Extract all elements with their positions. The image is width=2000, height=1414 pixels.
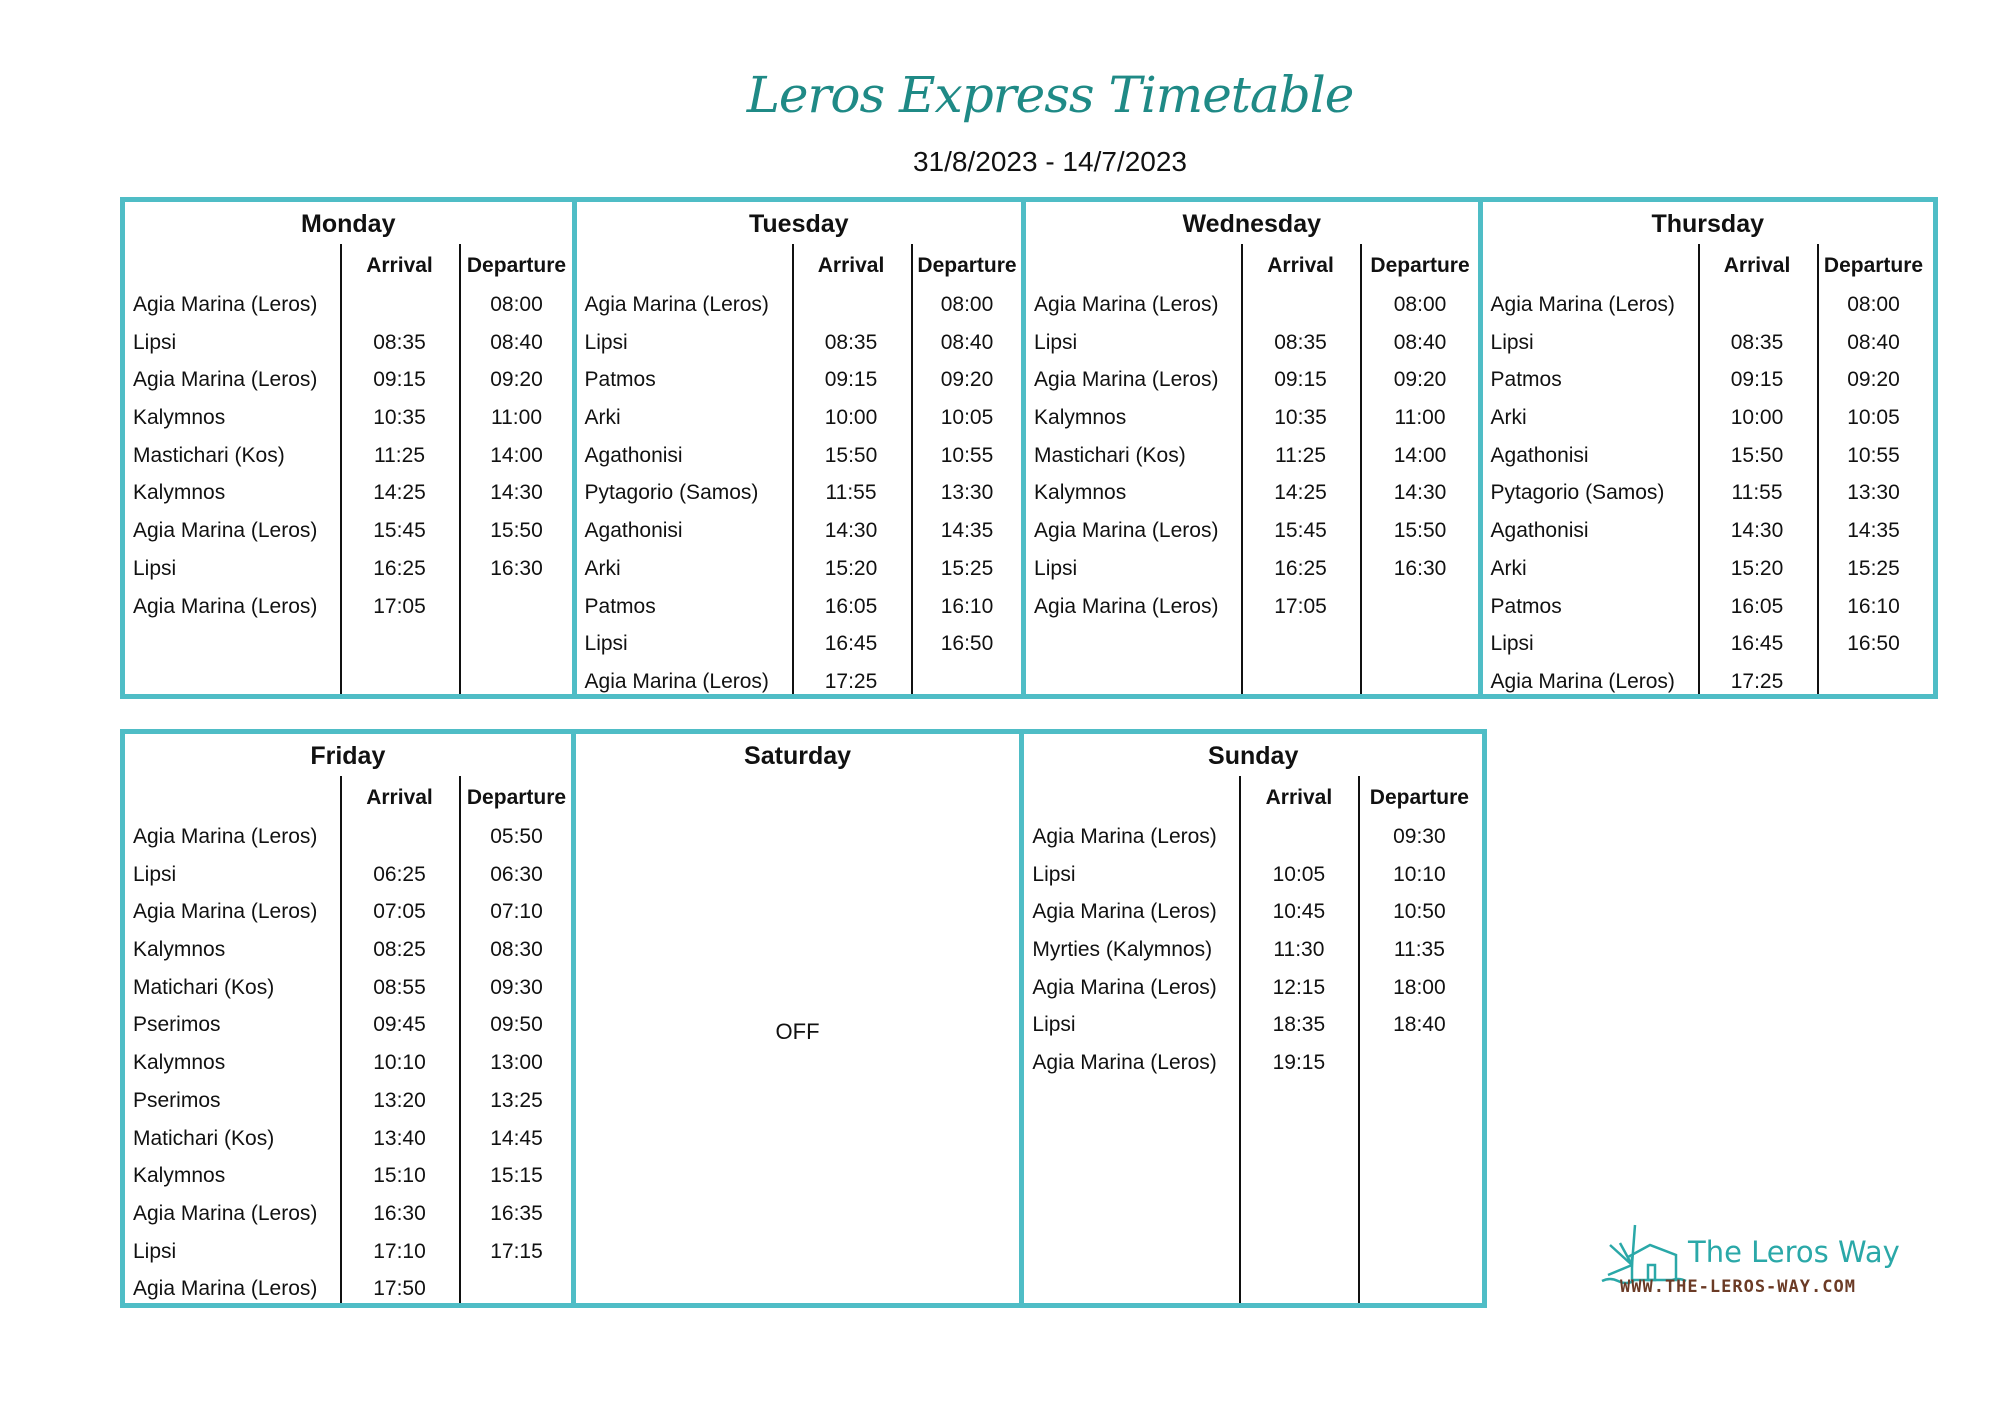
arrival-time: 08:35 — [1274, 330, 1327, 354]
stop-name: Agia Marina (Leros) — [1032, 975, 1217, 999]
stop-name: Agia Marina (Leros) — [584, 293, 769, 316]
stop-row — [125, 819, 571, 857]
arrival-time: 16:05 — [1730, 594, 1784, 618]
logo-url: WWW.THE-LEROS-WAY.COM — [1620, 1277, 1856, 1297]
logo-name: The Leros Way — [1688, 1235, 1900, 1269]
arrival-time: 10:10 — [373, 1051, 426, 1075]
arrival-time: 19:15 — [1272, 1051, 1326, 1075]
arrival-time: 08:35 — [373, 330, 426, 354]
arrival-time: 09:15 — [1730, 368, 1784, 392]
departure-time: 16:30 — [490, 556, 543, 580]
departure-time: 11:00 — [1394, 406, 1446, 430]
departure-time: 13:00 — [490, 1051, 543, 1075]
departure-time: 14:00 — [1393, 443, 1447, 467]
stop-row — [1026, 287, 1477, 325]
departure-time: 11:35 — [1393, 938, 1445, 962]
stop-row — [125, 287, 572, 325]
stop-name: Kalymnos — [1034, 406, 1127, 430]
stop-name: Agathonisi — [584, 443, 683, 467]
arrival-time: 09:15 — [824, 368, 878, 392]
arrival-time: 08:55 — [373, 975, 426, 999]
stop-name: Mastichari (Kos) — [1034, 443, 1186, 467]
departure-time: 14:00 — [490, 443, 543, 467]
arrival-time: 10:00 — [824, 406, 878, 430]
arrival-time: 10:05 — [1272, 862, 1326, 886]
departure-time: 16:50 — [940, 632, 994, 656]
stop-name: Agia Marina (Leros) — [133, 519, 318, 543]
arrival-time: 18:35 — [1272, 1013, 1326, 1037]
stop-row — [1483, 513, 1933, 551]
stop-name: Matichari (Kos) — [133, 975, 275, 999]
departure-time: 18:40 — [1393, 1013, 1446, 1037]
departure-header: Departure — [466, 786, 567, 809]
departure-time: 07:10 — [490, 900, 543, 924]
arrival-time: 13:40 — [373, 1126, 426, 1150]
arrival-time: 15:50 — [1730, 443, 1784, 467]
departure-time: 10:10 — [1393, 862, 1446, 886]
stop-row — [1024, 819, 1482, 857]
arrival-time: 09:15 — [373, 368, 426, 392]
stop-name: Lipsi — [133, 862, 177, 886]
arrival-time: 11:25 — [374, 443, 425, 467]
departure-time: 08:40 — [490, 330, 543, 354]
stop-row — [1483, 325, 1933, 363]
stop-row — [125, 1158, 571, 1196]
stop-row — [125, 362, 572, 400]
arrival-time: 15:10 — [373, 1164, 426, 1188]
departure-time: 16:35 — [490, 1201, 543, 1225]
arrival-time: 15:20 — [1730, 556, 1784, 580]
arrival-time: 11:55 — [825, 481, 877, 505]
arrival-time: 08:35 — [1730, 330, 1784, 354]
stop-name: Pytagorio (Samos) — [584, 481, 759, 505]
stop-row — [125, 551, 572, 589]
stop-name: Lipsi — [1034, 556, 1078, 580]
day-title: Sunday — [1208, 742, 1299, 770]
arrival-time: 14:30 — [1730, 519, 1784, 543]
arrival-time: 15:50 — [824, 443, 878, 467]
stop-row — [1483, 626, 1933, 664]
arrival-time: 06:25 — [373, 862, 426, 886]
stop-name: Kalymnos — [133, 938, 226, 962]
stop-name: Agia Marina (Leros) — [133, 900, 318, 924]
arrival-time: 10:35 — [373, 406, 426, 430]
departure-time: 15:25 — [1847, 556, 1900, 580]
departure-time: 17:15 — [490, 1239, 543, 1263]
departure-time: 13:30 — [940, 481, 994, 505]
arrival-time: 15:45 — [373, 519, 426, 543]
stop-name: Matichari (Kos) — [133, 1126, 275, 1150]
stop-name: Agia Marina (Leros) — [1032, 900, 1217, 924]
departure-time: 09:30 — [1393, 825, 1446, 848]
off-label: OFF — [775, 1018, 820, 1044]
timetable-weekdays — [120, 197, 1938, 699]
departure-time: 08:40 — [1393, 330, 1447, 354]
arrival-time: 14:30 — [824, 519, 878, 543]
departure-time: 15:15 — [490, 1164, 543, 1188]
departure-time: 14:35 — [1847, 519, 1900, 543]
stop-row — [577, 400, 1022, 438]
stop-name: Pserimos — [133, 1088, 221, 1112]
stop-row — [1024, 1007, 1482, 1045]
arrival-header: Arrival — [1723, 254, 1791, 277]
stop-row — [125, 325, 572, 363]
stop-row — [125, 857, 571, 895]
stop-name: Agia Marina (Leros) — [1034, 368, 1219, 392]
arrival-time: 17:05 — [373, 594, 426, 618]
stop-name: Agia Marina (Leros) — [1032, 825, 1217, 848]
stop-row — [125, 1271, 571, 1309]
stop-row — [1026, 325, 1477, 363]
stop-name: Lipsi — [1490, 632, 1534, 656]
day-title: Monday — [301, 210, 396, 238]
stop-row — [125, 400, 572, 438]
arrival-time: 16:45 — [824, 632, 878, 656]
stop-row — [577, 626, 1022, 664]
arrival-time: 12:15 — [1272, 975, 1326, 999]
arrival-time: 11:55 — [1731, 481, 1783, 505]
departure-time: 09:20 — [490, 368, 543, 392]
departure-time: 09:20 — [1847, 368, 1900, 392]
arrival-time: 16:25 — [373, 556, 426, 580]
departure-header: Departure — [917, 254, 1017, 277]
arrival-time: 13:20 — [373, 1088, 426, 1112]
arrival-time: 16:05 — [824, 594, 878, 618]
stop-list — [125, 819, 571, 1309]
departure-time: 13:25 — [490, 1088, 543, 1112]
arrival-time: 16:45 — [1730, 632, 1784, 656]
departure-time: 13:30 — [1847, 481, 1900, 505]
departure-time: 16:10 — [940, 594, 994, 618]
day-sunday — [1024, 734, 1482, 1303]
stop-row — [125, 438, 572, 476]
departure-time: 14:45 — [490, 1126, 543, 1150]
stop-row — [1026, 400, 1477, 438]
departure-time: 10:05 — [1847, 406, 1900, 430]
stop-row — [1026, 362, 1477, 400]
stop-row — [1483, 475, 1933, 513]
stop-list — [1026, 287, 1477, 626]
stop-name: Lipsi — [584, 330, 628, 354]
stop-name: Patmos — [584, 368, 656, 392]
stop-row — [125, 589, 572, 627]
departure-time: 11:00 — [491, 406, 542, 430]
stop-row — [577, 325, 1022, 363]
stop-row — [125, 513, 572, 551]
stop-row — [1024, 894, 1482, 932]
arrival-time: 17:10 — [373, 1239, 426, 1263]
stop-row — [1024, 970, 1482, 1008]
departure-time: 06:30 — [490, 862, 543, 886]
stop-list — [125, 287, 572, 626]
stop-row — [1026, 513, 1477, 551]
arrival-time: 14:25 — [1274, 481, 1327, 505]
date-range: 31/8/2023 - 14/7/2023 — [912, 146, 1187, 177]
stop-name: Agia Marina (Leros) — [133, 825, 318, 848]
stop-name: Agia Marina (Leros) — [584, 669, 769, 693]
departure-time: 05:50 — [490, 825, 543, 848]
departure-header: Departure — [1370, 254, 1470, 277]
arrival-time: 09:45 — [373, 1013, 426, 1037]
departure-time: 10:05 — [940, 406, 994, 430]
departure-header: Departure — [466, 254, 567, 277]
departure-header: Departure — [1369, 786, 1469, 809]
arrival-time: 10:00 — [1730, 406, 1784, 430]
departure-time: 08:40 — [940, 330, 994, 354]
stop-row — [125, 1007, 571, 1045]
stop-row — [125, 1045, 571, 1083]
arrival-time: 10:35 — [1274, 406, 1327, 430]
arrival-header: Arrival — [1265, 786, 1333, 809]
departure-time: 08:00 — [940, 293, 994, 316]
departure-time: 08:00 — [1847, 293, 1900, 316]
arrival-time: 07:05 — [373, 900, 426, 924]
stop-row — [125, 894, 571, 932]
stop-name: Agia Marina (Leros) — [1490, 669, 1675, 693]
stop-name: Mastichari (Kos) — [133, 443, 285, 467]
arrival-time: 17:25 — [1730, 669, 1784, 693]
stop-row — [125, 475, 572, 513]
stop-name: Lipsi — [133, 556, 177, 580]
arrival-time: 15:45 — [1274, 519, 1327, 543]
departure-time: 09:20 — [1393, 368, 1447, 392]
departure-time: 14:35 — [940, 519, 994, 543]
arrival-time: 11:25 — [1275, 443, 1327, 467]
departure-time: 16:50 — [1847, 632, 1900, 656]
arrival-time: 08:25 — [373, 938, 426, 962]
page-title: Leros Express Timetable — [746, 66, 1354, 124]
day-friday — [125, 734, 576, 1303]
arrival-time: 15:20 — [824, 556, 878, 580]
stop-list — [1024, 819, 1482, 1083]
stop-name: Pytagorio (Samos) — [1490, 481, 1665, 505]
departure-time: 14:30 — [490, 481, 543, 505]
stop-row — [577, 438, 1022, 476]
day-thursday — [1483, 202, 1933, 694]
stop-row — [125, 970, 571, 1008]
stop-name: Kalymnos — [133, 1164, 226, 1188]
stop-name: Kalymnos — [133, 406, 226, 430]
departure-time: 08:00 — [490, 293, 543, 316]
stop-name: Agia Marina (Leros) — [1032, 1051, 1217, 1075]
stop-row — [577, 551, 1022, 589]
stop-name: Kalymnos — [133, 1051, 226, 1075]
stop-row — [125, 1196, 571, 1234]
day-title: Wednesday — [1182, 210, 1322, 238]
departure-time: 10:50 — [1393, 900, 1446, 924]
departure-time: 18:00 — [1393, 975, 1446, 999]
day-saturday — [576, 734, 1025, 1303]
departure-time: 15:50 — [490, 519, 543, 543]
stop-row — [577, 287, 1022, 325]
departure-time: 15:25 — [940, 556, 994, 580]
stop-row — [1026, 438, 1477, 476]
stop-name: Agia Marina (Leros) — [1034, 293, 1219, 316]
stop-row — [577, 362, 1022, 400]
departure-header: Departure — [1823, 254, 1924, 277]
departure-time: 09:30 — [490, 975, 543, 999]
stop-row — [1483, 362, 1933, 400]
stop-name: Agathonisi — [1490, 443, 1589, 467]
departure-time: 08:00 — [1393, 293, 1447, 316]
stop-name: Pserimos — [133, 1013, 221, 1037]
arrival-time: 17:05 — [1274, 594, 1327, 618]
stop-row — [1483, 664, 1933, 702]
stop-name: Agia Marina (Leros) — [133, 293, 318, 316]
stop-row — [125, 1083, 571, 1121]
departure-time: 16:10 — [1847, 594, 1900, 618]
stop-name: Lipsi — [133, 1239, 177, 1263]
the-leros-way-logo — [1580, 1195, 1930, 1315]
stop-row — [125, 1121, 571, 1159]
stop-name: Agia Marina (Leros) — [133, 1201, 318, 1225]
departure-time: 09:20 — [940, 368, 994, 392]
stop-row — [577, 475, 1022, 513]
stop-name: Agathonisi — [584, 519, 683, 543]
stop-name: Agia Marina (Leros) — [133, 594, 318, 618]
arrival-time: 11:30 — [1273, 938, 1325, 962]
arrival-header: Arrival — [366, 786, 433, 809]
stop-name: Lipsi — [1032, 1013, 1076, 1037]
stop-name: Arki — [584, 406, 621, 430]
stop-name: Lipsi — [133, 330, 177, 354]
stop-row — [1026, 589, 1477, 627]
arrival-header: Arrival — [366, 254, 433, 277]
departure-time: 08:30 — [490, 938, 543, 962]
stop-row — [577, 664, 1022, 702]
stop-row — [577, 513, 1022, 551]
stop-name: Agia Marina (Leros) — [133, 1277, 318, 1301]
stop-name: Lipsi — [1032, 862, 1076, 886]
stop-name: Patmos — [1490, 594, 1562, 618]
stop-row — [1483, 400, 1933, 438]
stop-row — [1026, 475, 1477, 513]
stop-row — [1026, 551, 1477, 589]
arrival-time: 16:25 — [1274, 556, 1327, 580]
day-title: Friday — [310, 742, 386, 770]
departure-time: 14:30 — [1393, 481, 1447, 505]
timetable-weekend — [120, 729, 1487, 1308]
stop-row — [577, 589, 1022, 627]
stop-row — [125, 932, 571, 970]
stop-name: Agia Marina (Leros) — [133, 368, 318, 392]
stop-name: Lipsi — [584, 632, 628, 656]
stop-name: Patmos — [584, 594, 656, 618]
stop-name: Arki — [1490, 556, 1527, 580]
stop-row — [1024, 1045, 1482, 1083]
arrival-header: Arrival — [1267, 254, 1334, 277]
stop-name: Agia Marina (Leros) — [1034, 519, 1219, 543]
stop-name: Patmos — [1490, 368, 1562, 392]
stop-name: Agia Marina (Leros) — [1034, 594, 1219, 618]
stop-name: Kalymnos — [133, 481, 226, 505]
stop-row — [1483, 551, 1933, 589]
departure-time: 16:30 — [1393, 556, 1447, 580]
stop-list — [1483, 287, 1933, 702]
stop-name: Arki — [584, 556, 621, 580]
stop-row — [1483, 287, 1933, 325]
arrival-time: 08:35 — [824, 330, 878, 354]
day-tuesday — [577, 202, 1027, 694]
arrival-time: 14:25 — [373, 481, 426, 505]
stop-name: Lipsi — [1034, 330, 1078, 354]
stop-name: Lipsi — [1490, 330, 1534, 354]
stop-row — [1024, 857, 1482, 895]
arrival-time: 17:50 — [373, 1277, 426, 1301]
stop-name: Myrties (Kalymnos) — [1032, 938, 1213, 962]
departure-time: 09:50 — [490, 1013, 543, 1037]
stop-row — [125, 1234, 571, 1272]
day-title: Thursday — [1651, 210, 1765, 238]
stop-name: Kalymnos — [1034, 481, 1127, 505]
arrival-header: Arrival — [817, 254, 885, 277]
departure-time: 08:40 — [1847, 330, 1900, 354]
stop-row — [1483, 589, 1933, 627]
arrival-time: 16:30 — [373, 1201, 426, 1225]
day-monday — [125, 202, 577, 694]
departure-time: 10:55 — [940, 443, 994, 467]
arrival-time: 10:45 — [1272, 900, 1326, 924]
stop-list — [577, 287, 1022, 702]
stop-row — [1024, 932, 1482, 970]
day-wednesday — [1026, 202, 1482, 694]
stop-row — [1483, 438, 1933, 476]
arrival-time: 09:15 — [1274, 368, 1327, 392]
departure-time: 15:50 — [1393, 519, 1447, 543]
stop-name: Agia Marina (Leros) — [1490, 293, 1675, 316]
stop-name: Agathonisi — [1490, 519, 1589, 543]
departure-time: 10:55 — [1847, 443, 1900, 467]
day-title: Tuesday — [748, 210, 849, 238]
arrival-time: 17:25 — [824, 669, 878, 693]
day-title: Saturday — [744, 742, 852, 770]
stop-name: Arki — [1490, 406, 1527, 430]
